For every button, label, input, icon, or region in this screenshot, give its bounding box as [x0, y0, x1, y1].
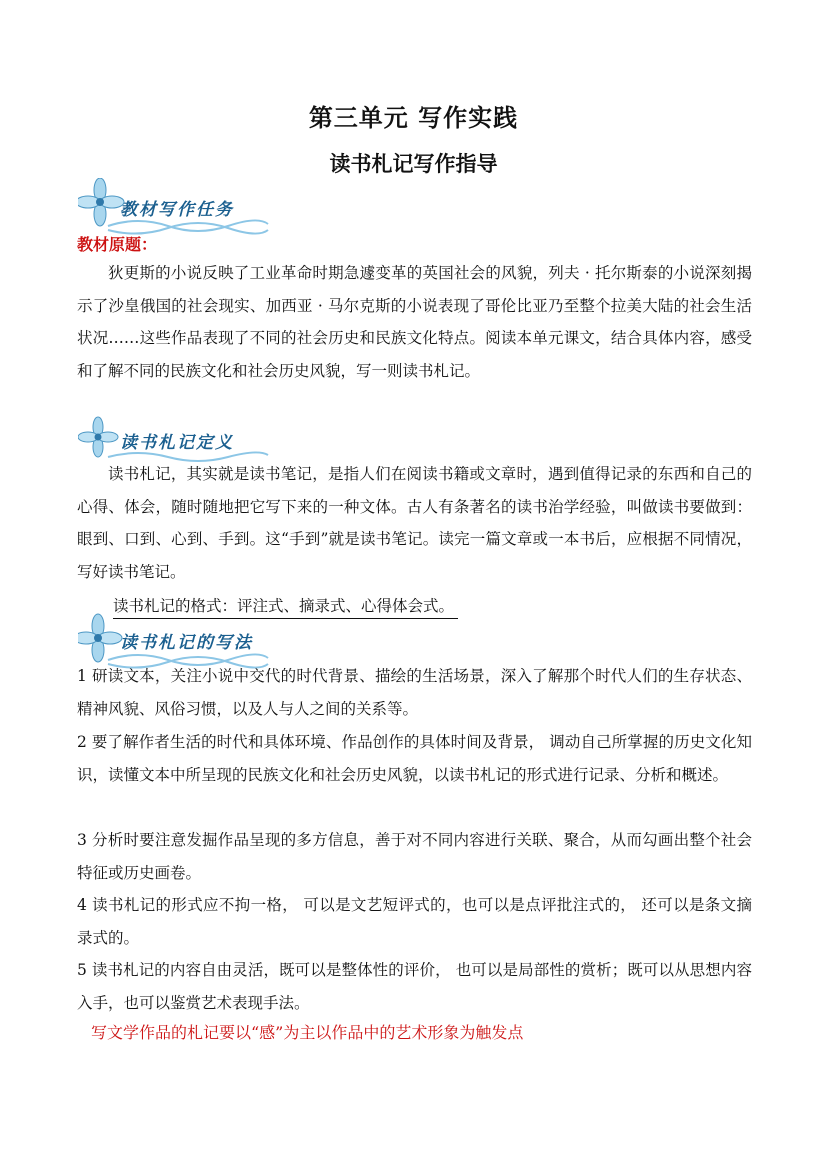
page-title: 第三单元 写作实践	[308, 104, 519, 132]
banner-label: 读书札记的写法	[120, 633, 253, 653]
section-banner-task	[78, 178, 278, 238]
method-item-1: 1 研读文本，关注小说中交代的时代背景、描绘的生活场景，深入了解那个时代人们的生存状态、精神风貌、风俗习惯，以及人与人之间的关系等。	[77, 667, 752, 718]
banner-label: 教材写作任务	[120, 200, 234, 220]
page-subtitle: 读书札记写作指导	[329, 152, 498, 176]
format-line: 读书札记的格式：评注式、摘录式、心得体会式。	[113, 594, 458, 619]
banner-label: 读书札记定义	[120, 433, 234, 453]
footer-note: 写文学作品的札记要以“感”为主以作品中的艺术形象为触发点	[91, 1023, 524, 1042]
method-item-2: 2 要了解作者生活的时代和具体环境、作品创作的具体时间及背景， 调动自己所掌握的历史文化知识，读懂文本中所呈现的民族文化和社会历史风貌，以读书札记的形式进行记录、分析和概述。	[77, 733, 752, 784]
task-label: 教材原题：	[77, 235, 158, 254]
method-item-4: 4 读书札记的形式应不拘一格， 可以是文艺短评式的，也可以是点评批注式的， 还可以是条文摘录式的。	[77, 896, 752, 947]
method-item-3: 3 分析时要注意发掘作品呈现的多方信息，善于对不同内容进行关联、聚合，从而勾画出整个社会特征或历史画卷。	[77, 831, 752, 882]
task-paragraph: 狄更斯的小说反映了工业革命时期急遽变革的英国社会的风貌，列夫 · 托尔斯泰的小说深刻揭示了沙皇俄国的社会现实、加西亚 · 马尔克斯的小说表现了哥伦比亚乃至整个拉美大陆的社会生活状况……这些作品表现了不同的社会历史和民族文化特点。阅读本单元课文，结合具体内容，感受和了解不同的民族文化和社会历史风貌，写一则读书札记。	[77, 264, 752, 380]
method-item-5: 5 读书札记的内容自由灵活，既可以是整体性的评价， 也可以是局部性的赏析；既可以从思想内容入手，也可以鉴赏艺术表现手法。	[77, 961, 752, 1012]
definition-paragraph: 读书札记，其实就是读书笔记，是指人们在阅读书籍或文章时，遇到值得记录的东西和自己的心得、体会，随时随地把它写下来的一种文体。古人有条著名的读书治学经验，叫做读书要做到：眼到、口到、心到、手到。这“手到”就是读书笔记。读完一篇文章或一本书后，应根据不同情况，写好读书笔记。	[77, 465, 752, 581]
